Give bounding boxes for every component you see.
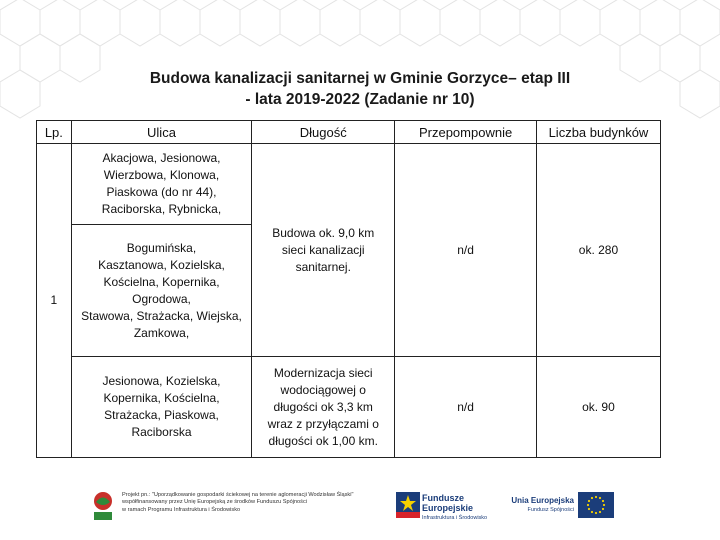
ue-subtitle: Fundusz Spójności xyxy=(527,507,574,513)
investment-table xyxy=(36,120,661,458)
title-line-2: - lata 2019-2022 (Zadanie nr 10) xyxy=(245,91,475,108)
table-row xyxy=(37,144,661,225)
length-cell-2: Modernizacja sieci wodociągowej o długości ok 3,3 km wraz z przyłączami o długości ok 1,00 km. xyxy=(252,357,395,458)
header-dlugosc: Długość xyxy=(252,121,395,144)
street-cell-1: Akacjowa, Jesionowa, Wierzbowa, Klonowa, Piaskowa (do nr 44), Raciborska, Rybnicka, xyxy=(71,144,252,225)
lp-cell: 1 xyxy=(37,144,72,458)
project-description: Projekt pn.: "Uporządkowanie gospodarki ściekowej na terenie aglomeracji Wodzisław Śląski" współfinansowany przez Unię Europejską ze środków Funduszu Spójności w ramach Programu Infrastruktura i Środowisko xyxy=(122,492,354,513)
fe-subtitle: Infrastruktura i Środowisko xyxy=(422,515,488,521)
header-ulica: Ulica xyxy=(71,121,252,144)
buildings-cell-2: ok. 90 xyxy=(536,357,660,458)
pumps-cell-1: n/d xyxy=(395,144,537,357)
pumps-cell-2: n/d xyxy=(395,357,537,458)
unia-europejska-text xyxy=(504,496,574,513)
length-cell-1: Budowa ok. 9,0 km sieci kanalizacji sanitarnej. xyxy=(252,144,395,357)
fundusze-europejskie-logo-icon xyxy=(396,492,420,518)
gmina-gorzyce-logo-icon xyxy=(90,490,116,524)
slide-title xyxy=(0,68,720,110)
eu-flag-icon xyxy=(578,492,614,518)
fe-name: Fundusze Europejskie xyxy=(422,493,474,513)
table-row xyxy=(37,357,661,458)
header-przepompownie: Przepompownie xyxy=(395,121,537,144)
header-liczba-budynkow: Liczba budynków xyxy=(536,121,660,144)
header-lp: Lp. xyxy=(37,121,72,144)
ue-name: Unia Europejska xyxy=(511,496,574,505)
buildings-cell-1: ok. 280 xyxy=(536,144,660,357)
title-line-1: Budowa kanalizacji sanitarnej w Gminie Gorzyce– etap III xyxy=(149,70,571,87)
footer-logos xyxy=(0,482,720,540)
table-header-row xyxy=(37,121,661,144)
street-cell-2: Bogumińska, Kasztanowa, Kozielska, Kościelna, Kopernika, Ogrodowa, Stawowa, Strażacka, Wiejska, Zamkowa, xyxy=(71,225,252,357)
fundusze-europejskie-text xyxy=(422,494,502,521)
street-cell-3: Jesionowa, Kozielska, Kopernika, Kościelna, Strażacka, Piaskowa, Raciborska xyxy=(71,357,252,458)
